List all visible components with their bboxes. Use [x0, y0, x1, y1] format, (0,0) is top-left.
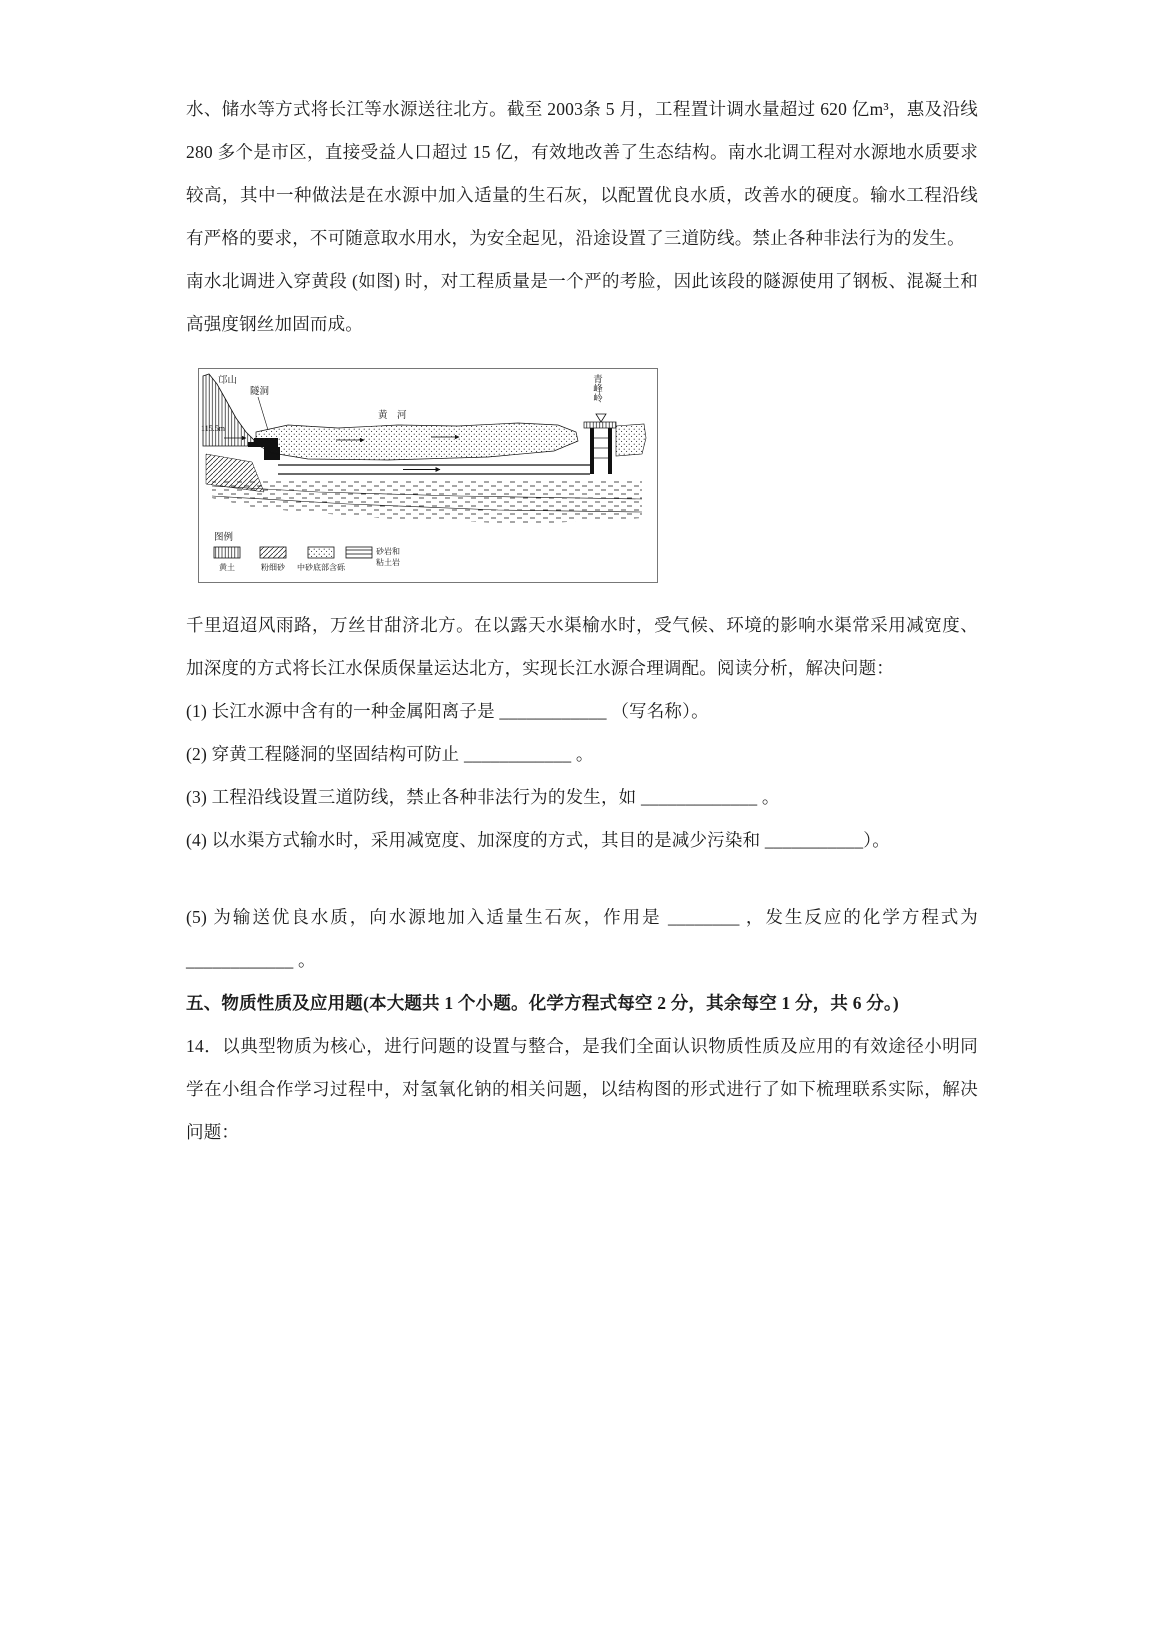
legend-label-sandstone-2: 粘土岩 — [376, 558, 400, 567]
paragraph-project-intro: 水、储水等方式将长江等水源送往北方。截至 2003条 5 月，工程置计调水量超过 620 亿m³，惠及沿线 280 多个是市区，直接受益人口超过 15 亿，有效地改善了生态结构。南水北调工程对水源地水质要求较高，其中一种做法是在水源中加入适量的生石灰，以配置优良水质，改善水的硬度。输水工程沿线有严格的要求，不可随意取水用水，为安全起见，沿途设置了三道防线。禁止各种非法行为的发生。 — [186, 99, 978, 248]
legend-title: 图例 — [214, 533, 234, 543]
question-2: (2) 穿黄工程隧洞的坚固结构可防止 ____________ 。 — [186, 744, 594, 764]
suidong-leader — [258, 397, 268, 430]
exam-page-content — [186, 88, 978, 1154]
question-1: (1) 长江水源中含有的一种金属阳离子是 ____________ （写名称）。 — [186, 701, 709, 721]
legend-label-fine-sand: 粉细砂 — [261, 563, 285, 572]
legend-label-gravel-sand: 中砂底部含砾 — [297, 563, 345, 572]
legend-swatch-sandstone — [346, 547, 372, 558]
paragraph-tunnel-section: 南水北调进入穿黄段 (如图) 时，对工程质量是一个严的考脸，因此该段的隧源使用了钢板、混凝土和高强度钢丝加固而成。 — [186, 271, 978, 334]
tunnel-tube — [278, 465, 590, 474]
question-5: (5) 为输送优良水质，向水源地加入适量生石灰，作用是 ________ ，发生反应的化学方程式为____________ 。 — [186, 907, 978, 970]
legend-label-loess: 黄土 — [219, 563, 235, 572]
question-3: (3) 工程沿线设置三道防线，禁止各种非法行为的发生，如 _____________ 。 — [186, 787, 780, 807]
qingfengling-label: 青峰岭 — [591, 374, 601, 403]
legend — [214, 531, 400, 572]
paragraph-canal: 千里迢迢风雨路，万丝甘甜济北方。在以露天水渠榆水时，受气候、环境的影响水渠常采用减宽度、加深度的方式将长江水保质保量运达北方，实现长江水源合理调配。阅读分析，解决问题： — [186, 615, 978, 678]
mangshan-label: 邙山 — [218, 376, 238, 386]
qingfengling-shaft — [584, 414, 646, 474]
legend-label-sandstone-1: 砂岩和 — [376, 547, 400, 556]
section-5-heading: 五、物质性质及应用题(本大题共 1 个小题。化学方程式每空 2 分，其余每空 1 分，共 6 分。) — [186, 993, 899, 1013]
yellow-river-label: 黄 河 — [378, 411, 407, 421]
legend-swatch-fine-sand — [260, 547, 286, 558]
legend-swatch-gravel-sand — [308, 547, 334, 558]
height-label: 115.5m — [201, 424, 225, 433]
suidong-label: 隧洞 — [250, 387, 270, 397]
legend-swatch-loess — [214, 547, 240, 558]
tunnel-cross-section-diagram — [198, 368, 658, 583]
riverbed-sand — [256, 423, 578, 460]
clay-strata — [212, 480, 642, 524]
question-14: 14．以典型物质为核心，进行问题的设置与整合，是我们全面认识物质性质及应用的有效途径小明同学在小组合作学习过程中，对氢氧化钠的相关问题，以结构图的形式进行了如下梳理联系实际，解决问题： — [186, 1036, 978, 1142]
river-crossing-figure — [198, 368, 978, 588]
question-4: (4) 以水渠方式输水时，采用减宽度、加深度的方式，其目的是减少污染和 ___________）。 — [186, 830, 890, 850]
